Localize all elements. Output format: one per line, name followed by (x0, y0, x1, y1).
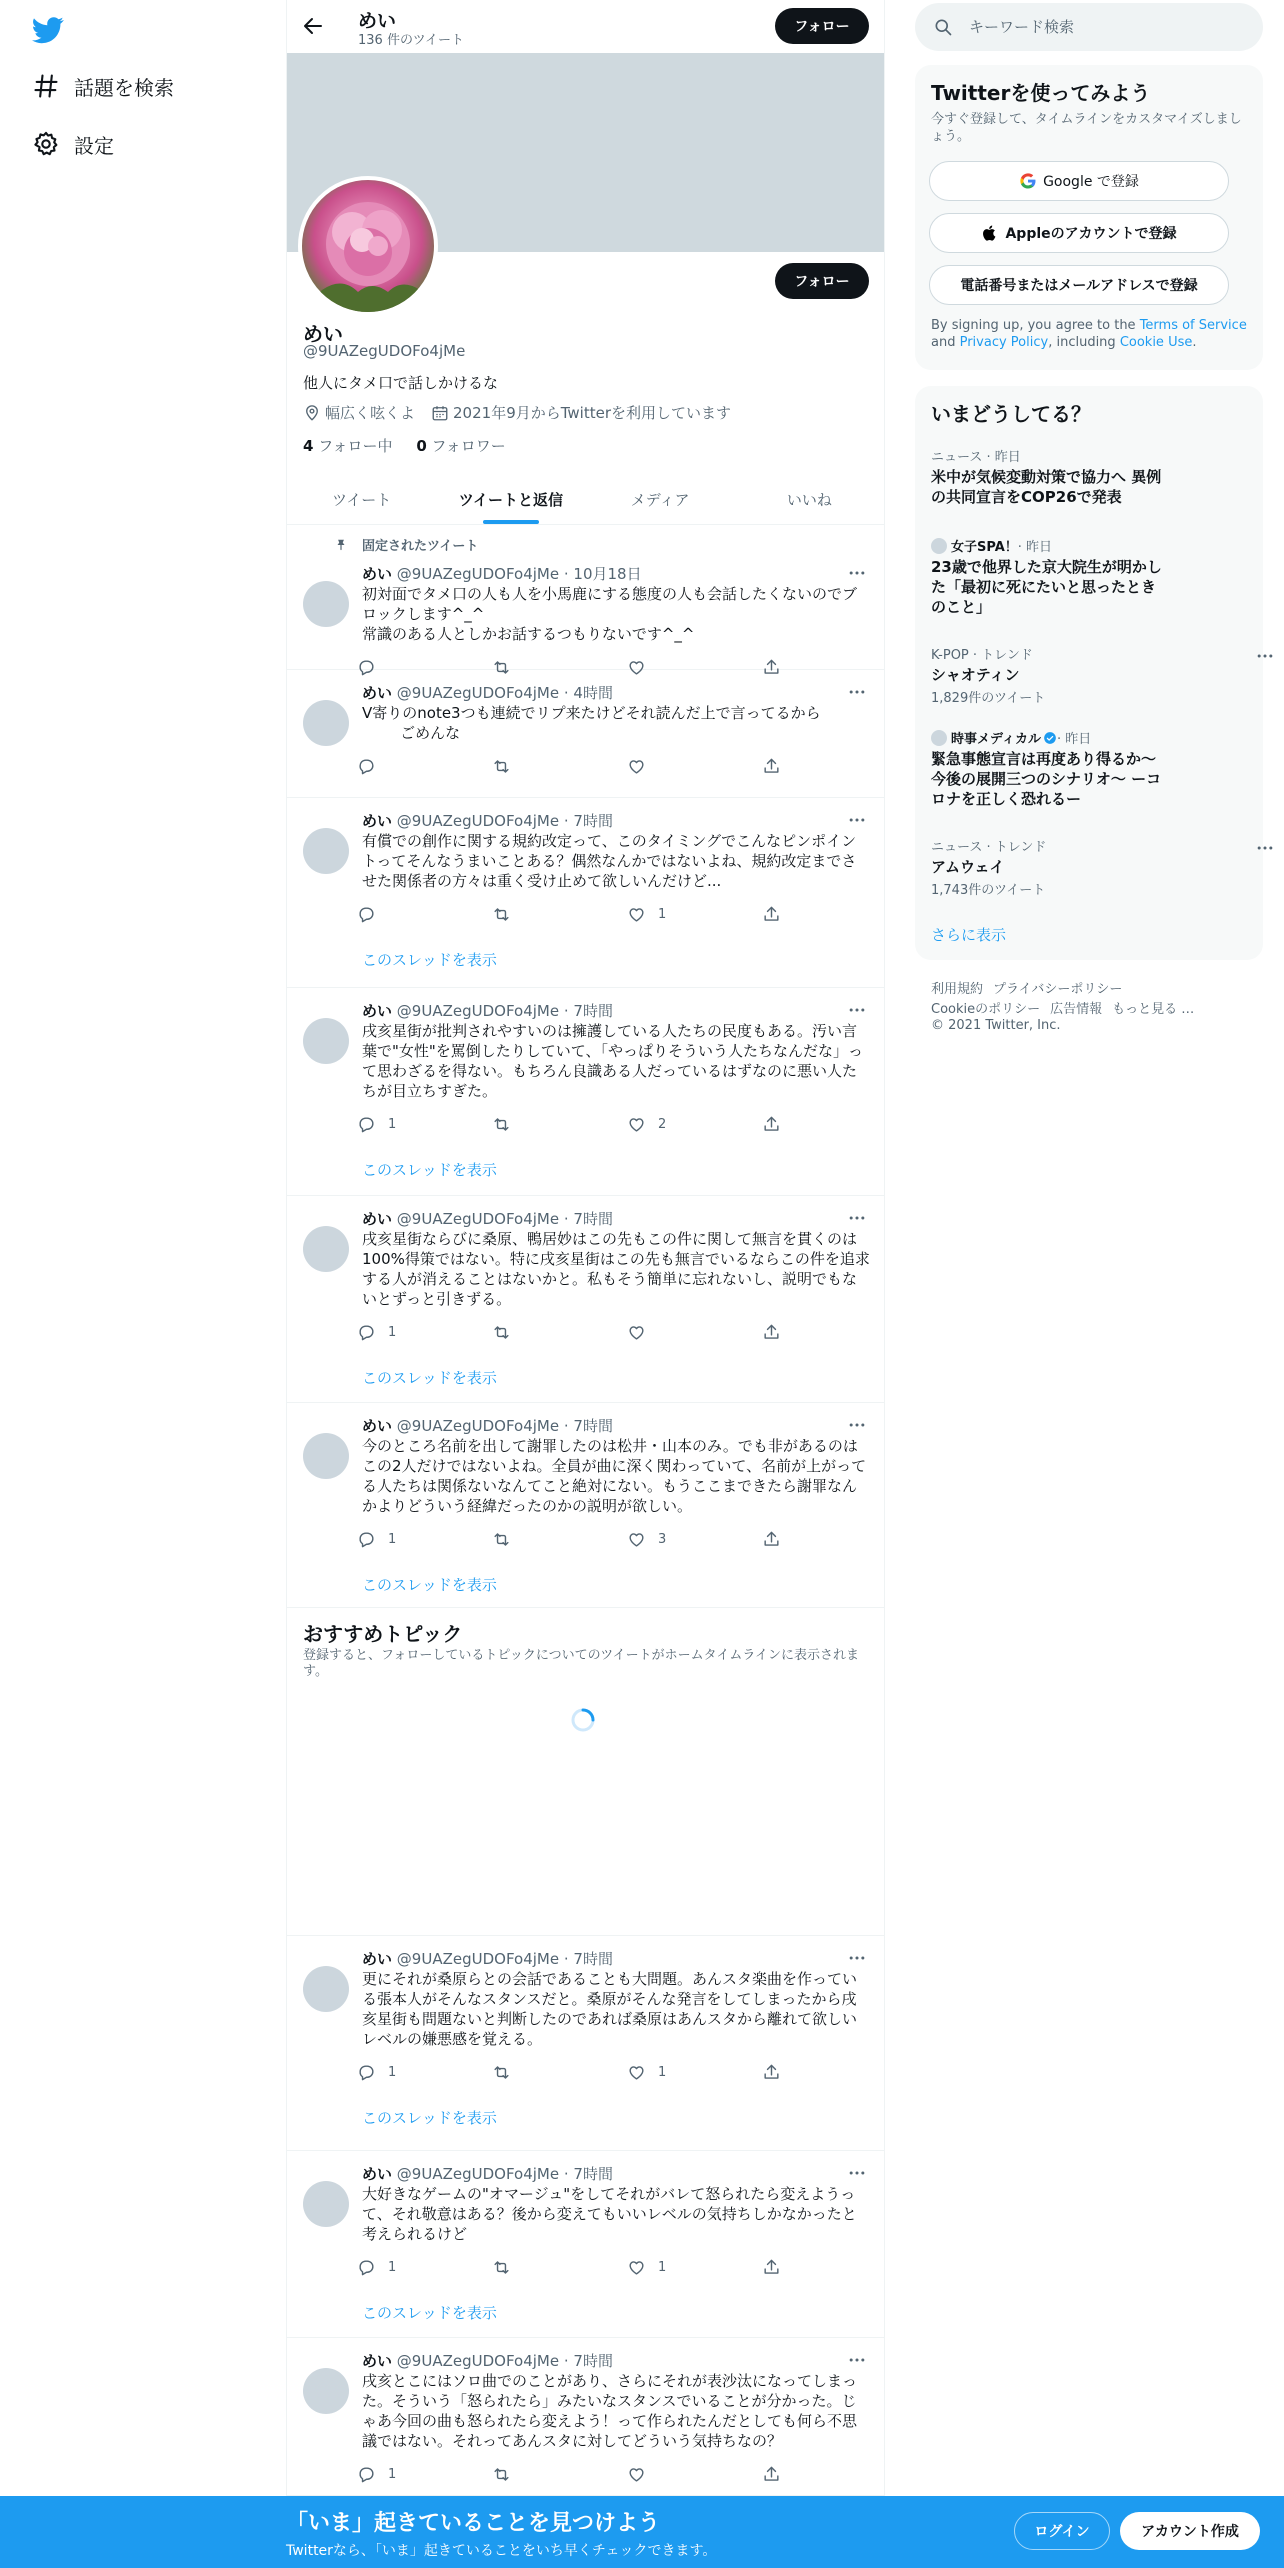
share-icon (762, 2465, 781, 2484)
profile-header-bar (287, 0, 884, 53)
apple-signup-button[interactable]: Appleのアカウントで登録 (929, 213, 1229, 253)
search-input[interactable] (969, 15, 1249, 39)
header-tweet-count: 136 件のツイート (358, 33, 465, 48)
footer-links (931, 998, 1204, 1017)
like-button[interactable] (627, 1323, 658, 1342)
trend-meta (931, 446, 1251, 465)
reply-count: 1 (388, 2260, 397, 2275)
profile-handle: @9UAZegUDOFo4jMe (303, 342, 466, 360)
share-button[interactable] (762, 757, 781, 776)
trend-more-options-button[interactable] (1255, 646, 1275, 666)
tweet-author-name[interactable]: めい (362, 1417, 393, 1435)
trend-tweet-count: 1,829件のツイート (931, 691, 1046, 706)
trend-category: · 昨日 (1017, 540, 1053, 555)
tweet[interactable] (287, 1196, 884, 1403)
header-follow-button[interactable]: フォロー (775, 8, 869, 44)
retweet-icon (492, 1530, 511, 1549)
avatar[interactable] (303, 700, 349, 746)
tweet-header (362, 563, 642, 584)
sidebar-item-label: 話題を検索 (74, 75, 174, 100)
apple-logo-icon (981, 224, 999, 242)
reply-icon (357, 757, 376, 776)
reply-button[interactable] (357, 1323, 396, 1342)
profile-joined: 2021年9月からTwitterを利用しています (453, 404, 732, 422)
tweet-header (362, 1000, 613, 1021)
search-icon (933, 17, 953, 37)
trend-item[interactable] (931, 644, 1251, 706)
tweet-author-name[interactable]: めい (362, 2352, 393, 2370)
more-dots-icon (847, 563, 867, 583)
show-thread-link[interactable]: このスレッドを表示 (362, 2109, 497, 2127)
retweet-icon (492, 2465, 511, 2484)
reply-icon (357, 2063, 376, 2082)
reply-button[interactable] (357, 757, 388, 776)
reply-button[interactable] (357, 1530, 396, 1549)
tweet-meta: @9UAZegUDOFo4jMe · 7時間 (396, 1950, 613, 1968)
sidebar-item-label: 設定 (74, 133, 114, 158)
reply-count: 1 (388, 2467, 397, 2482)
tweet-actions (357, 2258, 787, 2280)
tweet-text: 大好きなゲームの"オマージュ"をしてそれがバレて怒られたら変えようっ て、それ敬意はある？後から変えてもいいレベルの気持ちしかなかったと 考えられるけど (362, 2185, 857, 2243)
trend-meta (931, 836, 1251, 855)
reply-icon (357, 2258, 376, 2277)
more-dots-icon (847, 1415, 867, 1435)
verified-badge-icon (1043, 731, 1057, 745)
share-button[interactable] (762, 1115, 781, 1134)
tweet-header (362, 1415, 613, 1436)
more-dots-icon (847, 1948, 867, 1968)
footer-link[interactable]: プライバシーポリシー (993, 982, 1123, 997)
tweet-meta: @9UAZegUDOFo4jMe · 4時間 (396, 684, 613, 702)
trend-category: ニュース · トレンド (931, 840, 1047, 855)
more-dots-icon (847, 810, 867, 830)
tweet-actions (357, 757, 787, 779)
tweet-author-name[interactable]: めい (362, 1002, 393, 1020)
tweet[interactable] (287, 2338, 884, 2496)
trend-item[interactable] (931, 728, 1251, 809)
tweet-author-name[interactable]: めい (362, 1210, 393, 1228)
cookie-link[interactable]: Cookie Use (1119, 335, 1193, 350)
more-dots-icon (847, 2350, 867, 2370)
share-button[interactable] (762, 905, 781, 924)
like-count: 2 (658, 1117, 667, 1132)
profile-timeline (286, 0, 885, 2568)
pin-icon (334, 538, 348, 552)
heart-icon (627, 1115, 646, 1134)
tweet-header (362, 1208, 613, 1229)
google-signup-button[interactable]: Google で登録 (929, 161, 1229, 201)
tweet-meta: @9UAZegUDOFo4jMe · 7時間 (396, 1210, 613, 1228)
trend-title: シャオティン (931, 666, 1020, 684)
trend-tweet-count: 1,743件のツイート (931, 883, 1046, 898)
tweet[interactable] (287, 1403, 884, 1608)
trend-meta (931, 536, 1251, 555)
loading-spinner-icon (570, 1707, 596, 1733)
more-dots-icon (847, 682, 867, 702)
reply-button[interactable] (357, 1115, 396, 1134)
share-icon (762, 757, 781, 776)
like-count: 1 (658, 2065, 667, 2080)
avatar[interactable] (303, 581, 349, 627)
reply-count: 1 (388, 1532, 397, 1547)
tweet[interactable] (287, 798, 884, 988)
tweet-author-name[interactable]: めい (362, 684, 393, 702)
trend-category: ニュース · 昨日 (931, 450, 1021, 465)
retweet-button[interactable] (492, 2063, 523, 2082)
retweet-button[interactable] (492, 1323, 523, 1342)
retweet-icon (492, 2258, 511, 2277)
heart-icon (627, 1530, 646, 1549)
like-button[interactable] (627, 2465, 658, 2484)
tweet-text: 初対面でタメ口の人も人を小馬鹿にする態度の人も会話したくないのでブ ロックします^_^ 常識のある人としかお話するつもりないです^_^ (362, 585, 858, 643)
tweet-actions (357, 2465, 787, 2487)
tweet-text: 更にそれが桑原らとの会話であることも大問題。あんスタ楽曲を作ってい る張本人がそんなスタンスだと。桑原がそんな発言をしてしまったから戌 亥星街も問題ないと判断したのであれば桑原はあんスタから離れて欲しい レベルの嫌悪感を覚える。 (362, 1970, 858, 2048)
more-dots-icon (1255, 646, 1275, 666)
avatar[interactable] (303, 1966, 349, 2012)
show-thread-link[interactable]: このスレッドを表示 (362, 2304, 497, 2322)
heart-icon (627, 905, 646, 924)
tab-likes[interactable]: いいね (786, 491, 832, 509)
following-link[interactable]: 4 フォロー中 (303, 437, 393, 455)
reply-icon (357, 905, 376, 924)
sidebar-item-settings[interactable] (32, 124, 114, 164)
tweet-meta: @9UAZegUDOFo4jMe · 7時間 (396, 1417, 613, 1435)
recommended-topics-subtitle: 登録すると、フォローしているトピックについてのツイートがホームタイムラインに表示されま す。 (303, 1648, 860, 1679)
share-icon (762, 1323, 781, 1342)
retweet-button[interactable] (492, 1115, 523, 1134)
tweet-header (362, 810, 613, 831)
source-avatar (931, 730, 947, 746)
more-dots-icon (847, 2163, 867, 2183)
trend-title: 23歳で他界した京大院生が明かし た「最初に死にたいと思ったとき のこと」 (931, 558, 1162, 616)
tweet-author-name[interactable]: めい (362, 1950, 393, 1968)
tweet-text: 戌亥とこにはソロ曲でのことがあり、さらにそれが表沙汰になってしまっ た。そういう「怒られたら」みたいなスタンスでいることが分かった。じ ゃあ今回の曲も怒られたら変えよう！って作られたんだとしても何ら不思 議ではない。それってあんスタに対してどういう気持ちなの？ (362, 2372, 858, 2450)
right-sidebar (885, 0, 1284, 2568)
tweet-meta: @9UAZegUDOFo4jMe · 7時間 (396, 2352, 613, 2370)
trend-more-options-button[interactable] (1255, 838, 1275, 858)
heart-icon (627, 2258, 646, 2277)
trend-title: 米中が気候変動対策で協力へ 異例 の共同宣言をCOP26で発表 (931, 468, 1162, 506)
tab-tweets-and-replies[interactable]: ツイートと返信 (436, 475, 585, 524)
heart-icon (627, 2465, 646, 2484)
like-button[interactable] (627, 1115, 666, 1134)
profile-name: めい (303, 322, 343, 346)
more-options-button[interactable] (847, 563, 867, 583)
share-button[interactable] (762, 2465, 781, 2484)
signup-subtitle: 今すぐ登録して、タイムラインをカスタマイズしましょう。 (931, 112, 1242, 144)
trend-title: アムウェイ (931, 858, 1005, 876)
footer-link[interactable]: Cookieのポリシー (931, 1002, 1041, 1017)
heart-icon (627, 1323, 646, 1342)
like-button[interactable] (627, 1530, 666, 1549)
signup-title: Twitterを使ってみよう (931, 81, 1151, 105)
avatar[interactable] (303, 1433, 349, 1479)
show-thread-link[interactable]: このスレッドを表示 (362, 1369, 497, 1387)
retweet-button[interactable] (492, 2258, 523, 2277)
more-dots-icon (847, 1000, 867, 1020)
trend-source: 女子SPA！ (951, 540, 1018, 555)
tweet-text: 戌亥星街ならびに桑原、鴨居妙はこの先もこの件に関して無言を貫くのは 100%得策ではない。特に戌亥星街はこの先も無言でいるならこの件を追求 する人が消えることはないかと。私もそう簡単に忘れないし、説明でもな いとずっと引きずる。 (362, 1230, 870, 1308)
tweet-actions (357, 2063, 787, 2085)
share-icon (762, 2258, 781, 2277)
trend-item[interactable] (931, 536, 1251, 617)
show-thread-link[interactable]: このスレッドを表示 (362, 1576, 497, 1594)
gear-icon (32, 130, 60, 158)
retweet-icon (492, 1115, 511, 1134)
tweet[interactable] (287, 670, 884, 798)
retweet-icon (492, 2063, 511, 2082)
like-button[interactable] (627, 2063, 666, 2082)
share-button[interactable] (762, 1530, 781, 1549)
signup-prompt-subtitle: Twitterなら、「いま」起きていることをいち早くチェックできます。 (286, 2543, 717, 2559)
back-arrow-icon[interactable] (301, 14, 325, 38)
retweet-button[interactable] (492, 757, 523, 776)
trends-title: いまどうしてる？ (931, 402, 1091, 426)
tweet-meta: @9UAZegUDOFo4jMe · 7時間 (396, 812, 613, 830)
reply-icon (357, 1115, 376, 1134)
profile-location: 幅広く呟くよ (325, 404, 416, 422)
recommended-topics-title: おすすめトピック (303, 1622, 463, 1646)
avatar[interactable] (303, 2368, 349, 2414)
trends-card (915, 386, 1263, 960)
avatar[interactable] (303, 1018, 349, 1064)
terms-link[interactable]: Terms of Service (1139, 318, 1247, 333)
heart-icon (627, 757, 646, 776)
avatar[interactable] (303, 828, 349, 874)
like-count: 1 (658, 2260, 667, 2275)
tweet-author-name[interactable]: めい (362, 812, 393, 830)
left-sidebar (0, 0, 286, 2568)
footer-link[interactable]: 利用規約 (931, 982, 984, 997)
tweet-meta: @9UAZegUDOFo4jMe · 7時間 (396, 1002, 613, 1020)
reply-button[interactable] (357, 905, 388, 924)
reply-icon (357, 1323, 376, 1342)
tweet-actions (357, 905, 787, 927)
more-options-button[interactable] (847, 810, 867, 830)
profile-avatar[interactable] (298, 176, 438, 316)
phone-email-signup-button[interactable]: 電話番号またはメールアドレスで登録 (929, 265, 1229, 305)
share-button[interactable] (762, 2258, 781, 2277)
pinned-label (334, 535, 478, 554)
footer-links (931, 978, 1132, 997)
more-options-button[interactable] (847, 2350, 867, 2370)
trend-category: K-POP · トレンド (931, 648, 1033, 663)
sidebar-item-explore[interactable] (32, 66, 174, 106)
tweet-text: 有償での創作に関する規約改定って、このタイミングでこんなピンポイン トってそんなうまいことある？偶然なんかではないよね、規約改定までさ せた関係者の方々は重く受け止めて欲しいんだけど... (362, 832, 857, 890)
retweet-icon (492, 905, 511, 924)
trend-category: · 昨日 (1056, 732, 1092, 747)
reply-button[interactable] (357, 2465, 396, 2484)
trend-meta (931, 644, 1251, 663)
avatar[interactable] (303, 1226, 349, 1272)
trend-title: 緊急事態宣言は再度あり得るか～ 今後の展開三つのシナリオ～ ーコ ロナを正しく恐れるー (931, 750, 1162, 808)
footer-link[interactable]: もっと見る … (1112, 1002, 1195, 1017)
calendar-icon (431, 404, 449, 422)
signup-legal-text: By signing up, you agree to the Terms of Service and Privacy Policy, including Cookie Use. (931, 318, 1247, 350)
more-options-button[interactable] (847, 2163, 867, 2183)
followers-link[interactable]: 0 フォロワー (416, 437, 506, 455)
tweet-header (362, 2163, 613, 2184)
tweet-text: 今のところ名前を出して謝罪したのは松井・山本のみ。でも非があるのは この2人だけではないよね。全員が曲に深く関わっていて、名前が上がって る人たちは関係ないなんてこと絶対にない。もうここまできたら謝罪なん かよりどういう経緯だったのかの説明が欲しい。 (362, 1437, 867, 1515)
source-avatar (931, 538, 947, 554)
tab-tweets[interactable]: ツイート (331, 491, 392, 509)
header-name: めい (358, 10, 397, 32)
login-button[interactable]: ログイン (1014, 2512, 1110, 2550)
more-options-button[interactable] (847, 1415, 867, 1435)
tweet-meta: @9UAZegUDOFo4jMe · 7時間 (396, 2165, 613, 2183)
tweet-author-name[interactable]: めい (362, 565, 393, 583)
like-count: 1 (658, 907, 667, 922)
search-box[interactable] (915, 3, 1263, 51)
more-dots-icon (1255, 838, 1275, 858)
heart-icon (627, 2063, 646, 2082)
location-pin-icon (303, 404, 321, 422)
like-button[interactable] (627, 905, 666, 924)
more-options-button[interactable] (847, 1208, 867, 1228)
trend-item[interactable] (931, 836, 1251, 898)
trend-source: 時事メディカル (951, 732, 1041, 747)
retweet-icon (492, 1323, 511, 1342)
like-count: 3 (658, 1532, 667, 1547)
profile-follow-stats (303, 435, 506, 456)
retweet-icon (492, 757, 511, 776)
share-icon (762, 905, 781, 924)
profile-meta (303, 402, 731, 423)
signup-card (915, 65, 1263, 370)
tweet-header (362, 682, 613, 703)
signup-prompt-title: 「いま」起きていることを見つけよう (286, 2511, 661, 2536)
tweet-actions (357, 1115, 787, 1137)
retweet-button[interactable] (492, 905, 523, 924)
avatar[interactable] (303, 2181, 349, 2227)
share-icon (762, 1530, 781, 1549)
twitter-bird-icon[interactable] (32, 14, 64, 46)
tweet-actions (357, 1530, 787, 1552)
retweet-button[interactable] (492, 2465, 523, 2484)
show-thread-link[interactable]: このスレッドを表示 (362, 951, 497, 969)
recommended-topics (287, 1608, 884, 1936)
profile-bio: 他人にタメ口で話しかけるな (303, 374, 499, 392)
tweet[interactable] (287, 1936, 884, 2151)
tweet-header (362, 1948, 613, 1969)
like-button[interactable] (627, 757, 658, 776)
tweet-text: V寄りのnote3つも連続でリプ来たけどそれ読んだ上で言ってるから ごめんな (362, 704, 821, 742)
reply-button[interactable] (357, 2258, 396, 2277)
retweet-button[interactable] (492, 1530, 523, 1549)
footer-link[interactable]: 広告情報 (1050, 1002, 1103, 1017)
footer-copyright: © 2021 Twitter, Inc. (931, 1018, 1061, 1033)
trend-meta (931, 728, 1251, 747)
share-button[interactable] (762, 2063, 781, 2082)
show-thread-link[interactable]: このスレッドを表示 (362, 1161, 497, 1179)
tab-media[interactable]: メディア (630, 491, 690, 509)
more-dots-icon (847, 1208, 867, 1228)
more-options-button[interactable] (847, 1000, 867, 1020)
share-button[interactable] (762, 1323, 781, 1342)
hashtag-icon (32, 72, 60, 100)
reply-count: 1 (388, 1325, 397, 1340)
profile-tabs (287, 475, 884, 525)
tweet-actions (357, 1323, 787, 1345)
more-options-button[interactable] (847, 682, 867, 702)
privacy-link[interactable]: Privacy Policy (959, 335, 1049, 350)
trends-show-more-link[interactable]: さらに表示 (931, 926, 1007, 944)
pinned-label-text: 固定されたツイート (362, 539, 479, 554)
reply-count: 1 (388, 1117, 397, 1132)
more-options-button[interactable] (847, 1948, 867, 1968)
trend-item[interactable] (931, 446, 1251, 507)
tweet-text: 戌亥星街が批判されやすいのは擁護している人たちの民度もある。汚い言 葉で"女性"を罵倒したりしていて、「やっぱりそういう人たちなんだな」っ て思わざるを得ない。もちろん良識ある人だっているはずなのに悪い人た ちが目立ちすぎた。 (362, 1022, 864, 1100)
reply-icon (357, 2465, 376, 2484)
reply-count: 1 (388, 2065, 397, 2080)
reply-icon (357, 1530, 376, 1549)
tweet[interactable] (287, 988, 884, 1196)
create-account-button[interactable]: アカウント作成 (1120, 2512, 1260, 2550)
like-button[interactable] (627, 2258, 666, 2277)
google-logo-icon (1019, 172, 1037, 190)
share-icon (762, 1115, 781, 1134)
profile-follow-button[interactable]: フォロー (775, 263, 869, 299)
share-icon (762, 2063, 781, 2082)
signup-prompt-bar (0, 2496, 1284, 2568)
tweet-header (362, 2350, 613, 2371)
tweet-meta: @9UAZegUDOFo4jMe · 10月18日 (396, 565, 642, 583)
tweet[interactable] (287, 2151, 884, 2338)
reply-button[interactable] (357, 2063, 396, 2082)
tweet-author-name[interactable]: めい (362, 2165, 393, 2183)
tweet[interactable] (287, 527, 884, 670)
